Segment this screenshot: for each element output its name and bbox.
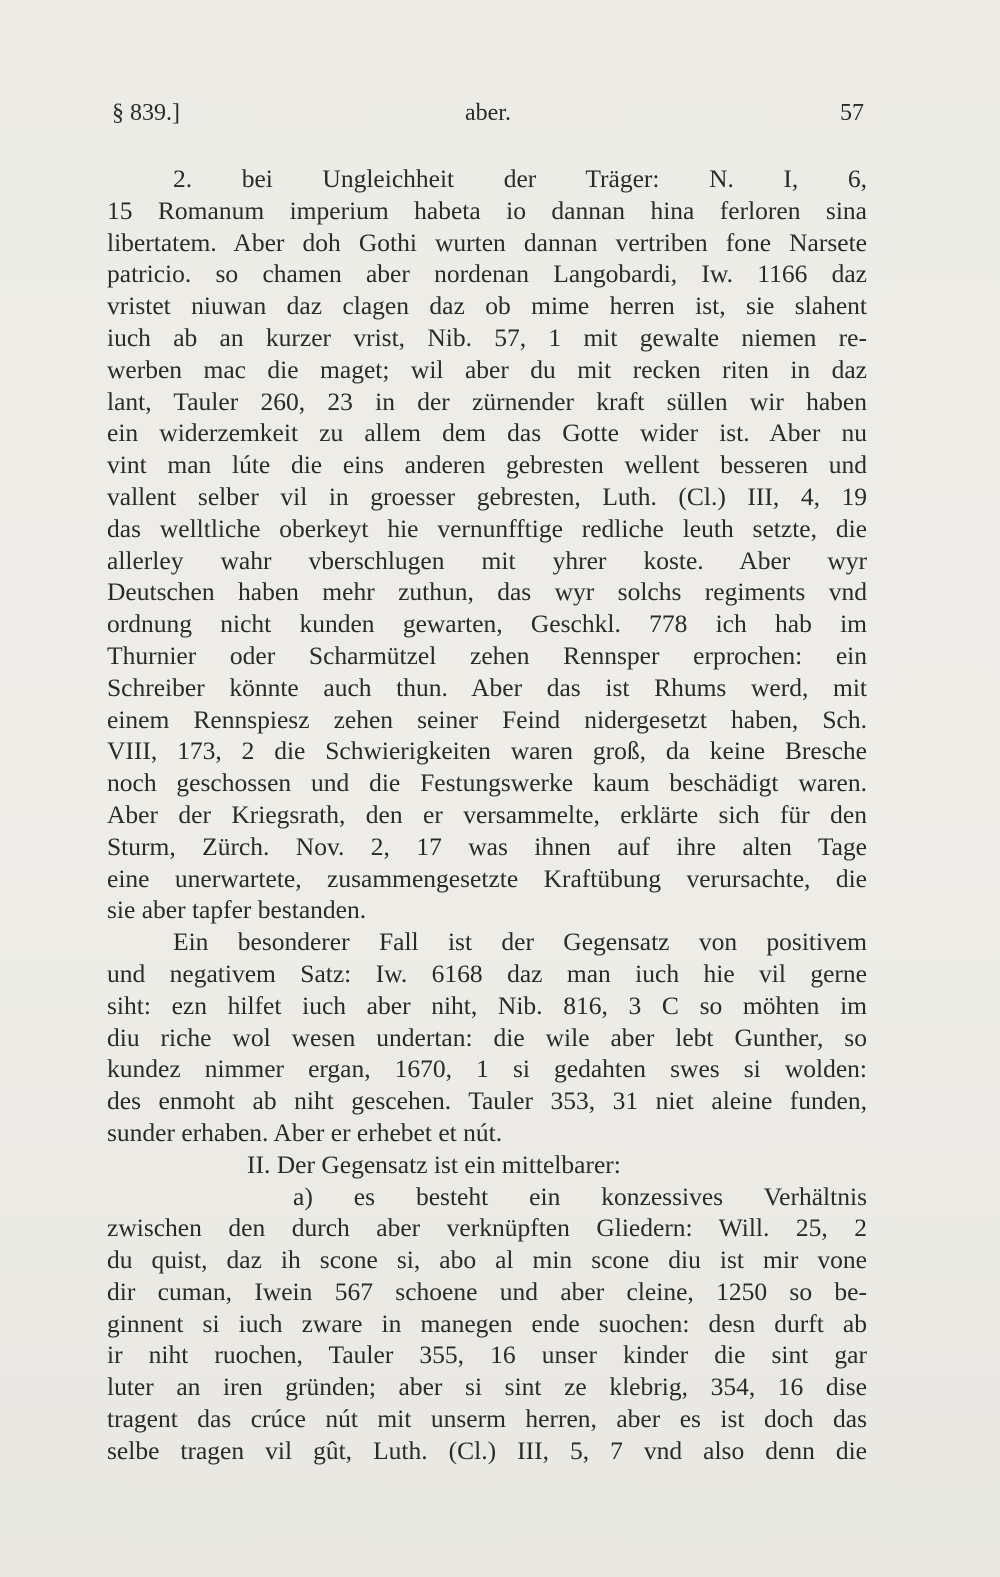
text-line: sunder erhaben. Aber er erhebet et nút.: [107, 1117, 503, 1147]
text-line: Schreiber könnte auch thun. Aber das ist Rhums werd, mit: [107, 672, 867, 702]
text-line: kundez nimmer ergan, 1670, 1 si gedahten swes si wolden:: [107, 1054, 867, 1084]
text-line: ordnung nicht kunden gewarten, Geschkl. 778 ich hab im: [107, 609, 867, 639]
text-line: patricio. so chamen aber nordenan Langobardi, Iw. 1166 daz: [107, 259, 867, 289]
text-line: ein widerzemkeit zu allem dem das Gotte wider ist. Aber nu: [107, 418, 867, 448]
text-line: luter an iren gründen; aber si sint ze klebrig, 354, 16 dise: [107, 1372, 867, 1402]
text-line: selbe tragen vil gût, Luth. (Cl.) III, 5, 7 vnd also denn die: [107, 1435, 867, 1465]
text-line: ginnent si iuch zware in manegen ende suochen: desn durft ab: [107, 1308, 867, 1338]
text-line: lant, Tauler 260, 23 in der zürnender kraft süllen wir haben: [107, 386, 867, 416]
text-line: II. Der Gegensatz ist ein mittelbarer:: [247, 1149, 621, 1179]
text-line: 2. bei Ungleichheit der Träger: N. I, 6,: [173, 164, 867, 193]
text-line: siht: ezn hilfet iuch aber niht, Nib. 816, 3 C so möhten im: [107, 990, 867, 1020]
text-line: des enmoht ab niht gescehen. Tauler 353, 31 niet aleine funden,: [107, 1086, 867, 1116]
text-line: libertatem. Aber doh Gothi wurten dannan vertriben fone Narsete: [107, 227, 867, 257]
text-line: zwischen den durch aber verknüpften Gliedern: Will. 25, 2: [107, 1213, 867, 1243]
text-line: Deutschen haben mehr zuthun, das wyr solchs regiments vnd: [107, 577, 867, 607]
text-line: Thurnier oder Scharmützel zehen Rennsper erprochen: ein: [107, 640, 867, 670]
body-text: [107, 163, 867, 1467]
text-line: vallent selber vil in groesser gebresten, Luth. (Cl.) III, 4, 19: [107, 481, 867, 511]
page-number: 57: [840, 100, 864, 126]
text-line: a) es besteht ein konzessives Verhältnis: [293, 1181, 867, 1211]
text-line: einem Rennspiesz zehen seiner Feind nidergesetzt haben, Sch.: [107, 704, 867, 734]
text-line: Sturm, Zürch. Nov. 2, 17 was ihnen auf ihre alten Tage: [107, 831, 867, 861]
running-header: [112, 100, 864, 134]
text-line: ir niht ruochen, Tauler 355, 16 unser kinder die sint gar: [107, 1340, 867, 1370]
header-word: aber.: [465, 100, 511, 126]
text-line: iuch ab an kurzer vrist, Nib. 57, 1 mit gewalte niemen re-: [107, 322, 867, 352]
text-line: werben mac die maget; wil aber du mit recken riten in daz: [107, 354, 867, 384]
text-line: und negativem Satz: Iw. 6168 daz man iuch hie vil gerne: [107, 958, 867, 988]
section-reference: § 839.]: [112, 100, 180, 126]
text-line: allerley wahr vberschlugen mit yhrer koste. Aber wyr: [107, 545, 867, 575]
text-line: VIII, 173, 2 die Schwierigkeiten waren groß, da keine Bresche: [107, 736, 867, 766]
text-line: tragent das crúce nút mit unserm herren, aber es ist doch das: [107, 1404, 867, 1434]
text-line: Ein besonderer Fall ist der Gegensatz von positivem: [173, 927, 867, 957]
text-line: dir cuman, Iwein 567 schoene und aber cleine, 1250 so be-: [107, 1276, 867, 1306]
text-line: noch geschossen und die Festungswerke kaum beschädigt waren.: [107, 768, 867, 798]
text-line: du quist, daz ih scone si, abo al min scone diu ist mir vone: [107, 1245, 867, 1275]
text-line: das welltliche oberkeyt hie vernunfftige redliche leuth setzte, die: [107, 513, 867, 543]
text-line: vristet niuwan daz clagen daz ob mime herren ist, sie slahent: [107, 291, 867, 321]
text-line: 15 Romanum imperium habeta io dannan hina ferloren sina: [107, 195, 867, 225]
text-line: Aber der Kriegsrath, den er versammelte, erklärte sich für den: [107, 799, 867, 829]
text-line: vint man lúte die eins anderen gebresten wellent besseren und: [107, 450, 867, 480]
text-line: diu riche wol wesen undertan: die wile aber lebt Gunther, so: [107, 1022, 867, 1052]
text-line: sie aber tapfer bestanden.: [107, 895, 367, 925]
text-line: eine unerwartete, zusammengesetzte Kraftübung verursachte, die: [107, 863, 867, 893]
